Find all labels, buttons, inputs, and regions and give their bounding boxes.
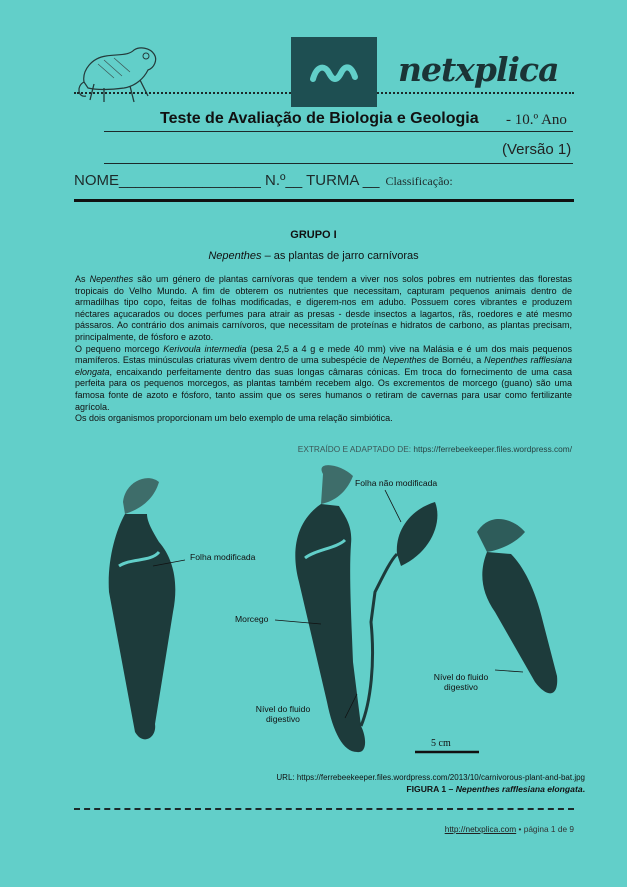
- label-modified-leaf: Folha modificada: [190, 552, 256, 562]
- label-fluid-level-right: Nível do fluido digestivo: [433, 672, 489, 692]
- subtitle-genus: Nepenthes: [208, 250, 262, 262]
- figure-url[interactable]: URL: https://ferrebeekeeper.files.wordpress.com/2013/10/carnivorous-plant-and-bat.jpg: [276, 773, 585, 782]
- source-url[interactable]: https://ferrebeekeeper.files.wordpress.com/: [413, 444, 572, 454]
- brand-wordmark: netxplica: [398, 50, 559, 89]
- number-blank: __: [285, 172, 303, 189]
- leader-unmodified-leaf: [385, 490, 401, 522]
- right-pitcher: [477, 519, 557, 693]
- logo-box: [291, 37, 377, 107]
- footer-rule: [74, 808, 574, 810]
- chameleon-illustration: [74, 42, 166, 104]
- footer-link[interactable]: http://netxplica.com: [444, 824, 517, 834]
- logo-wave-icon: [291, 37, 377, 107]
- student-info-row: [74, 172, 453, 189]
- paragraph-2: O pequeno morcego Kerivoula intermedia (pesa 2,5 a 4 g e mede 40 mm) vive na Malásia e é um dos mais pequenos mamíferos. Estas minúsculas criaturas vivem dentro de uma subespécie de Nepenthes de Bornéu, a Nepenthes rafflesiana elongata, encaixando perfeitamente dentro das suas longas câmaras cónicas. Em troca do fornecimento de uma casa perfeita para os pequenos morcegos, as plantas também recebem algo. Os excrementos de morcego (guano) são uma famosa fonte de azoto e fósforo, tanto assim que os seres humanos o retiram de cavernas para usar como fertilizante agrícola.: [75, 343, 572, 412]
- source-label: EXTRAÍDO E ADAPTADO DE:: [297, 444, 414, 454]
- class-label: TURMA: [302, 172, 363, 189]
- header-rule: [104, 131, 573, 132]
- test-version: (Versão 1): [502, 141, 572, 158]
- scale-label: 5 cm: [431, 738, 451, 749]
- figure-caption: FIGURA 1 – Nepenthes rafflesiana elongata.: [406, 784, 585, 794]
- figure-1: [95, 462, 585, 767]
- subtitle-rest: – as plantas de jarro carnívoras: [261, 250, 419, 262]
- test-title: Teste de Avaliação de Biologia e Geologia: [160, 110, 479, 127]
- source-credit: [75, 444, 572, 454]
- classification-label: Classificação:: [385, 174, 453, 188]
- class-blank: __: [362, 172, 380, 189]
- test-grade: - 10.º Ano: [506, 112, 567, 128]
- name-blank: _________________: [119, 172, 261, 189]
- section-subtitle: [0, 250, 627, 262]
- header-thick-rule: [74, 199, 574, 202]
- pitcher-plants-illustration: [95, 462, 585, 767]
- group-heading: GRUPO I: [290, 229, 337, 241]
- name-label: NOME: [74, 172, 119, 189]
- label-bat: Morcego: [235, 614, 269, 624]
- label-fluid-level: Nível do fluido digestivo: [255, 704, 311, 724]
- paragraph-1: As Nepenthes são um género de plantas carnívoras que tendem a viver nos solos pobres em nutrientes das florestas tropicais do Velho Mundo. A fim de obterem os nutrientes que necessitam, capturam pequenos animais dentro de armadilhas tipo copo, feitas de folhas modificadas, e digerem-nos em adubo. Possuem cores vibrantes e produzem néctares açucarados ou doces perfumes para atrair as presas - desde insectos a lagartos, rãs, roedores e até mesmo pássaros. Ao contrário dos animais carnívoros, que necessitam de proteínas e hidratos de carbono, as plantas precisam, principalmente, de fósforo e azoto.: [75, 274, 572, 342]
- page-number: • página 1 de 9: [516, 824, 574, 834]
- page-footer: [74, 824, 574, 834]
- label-unmodified-leaf: Folha não modificada: [355, 478, 438, 488]
- paragraph-3: Os dois organismos proporcionam um belo exemplo de uma relação simbiótica.: [75, 413, 393, 424]
- number-label: N.º: [260, 172, 286, 189]
- header-rule: [104, 163, 573, 164]
- article-text: [75, 274, 572, 425]
- left-pitcher: [109, 478, 176, 739]
